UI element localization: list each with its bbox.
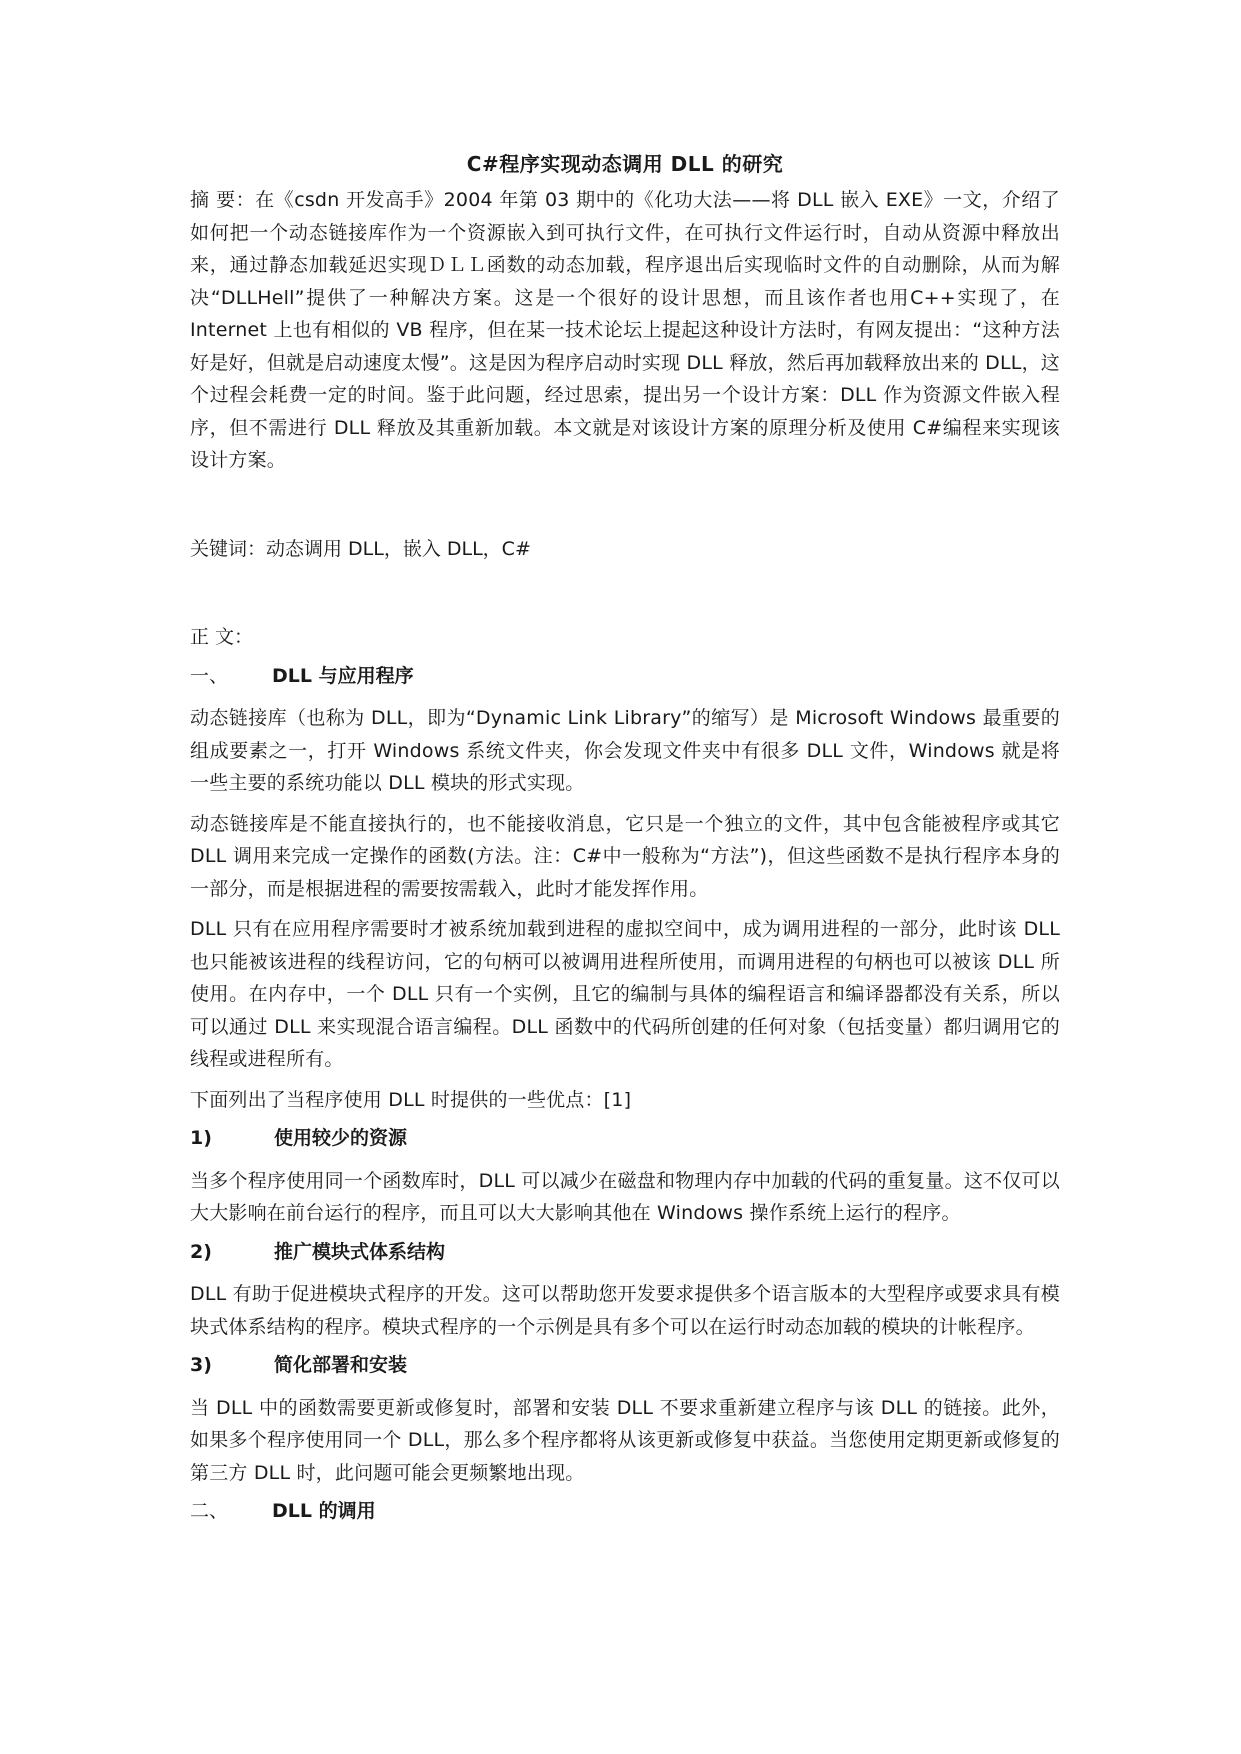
section-1-paragraph-4: 下面列出了当程序使用 DLL 时提供的一些优点：[1]	[190, 1088, 632, 1111]
item-3-text: 当 DLL 中的函数需要更新或修复时，部署和安装 DLL 不要求重新建立程序与该 DLL 的链接。此外，如果多个程序使用同一个 DLL，那么多个程序都将从该更新或修复中获益。当您使用定期更新或修复的第三方 DLL 时，此问题可能会更频繁地出现。	[190, 1396, 1060, 1484]
item-3-title: 简化部署和安装	[274, 1354, 408, 1376]
item-3-number: 3)	[190, 1354, 212, 1376]
item-2-title: 推广模块式体系结构	[274, 1240, 446, 1263]
section-1-paragraph-2: 动态链接库是不能直接执行的，也不能接收消息，它只是一个独立的文件，其中包含能被程序或其它 DLL 调用来完成一定操作的函数(方法。注：C#中一般称为“方法”)，但这些函数不是执行程序本身的一部分，而是根据进程的需要按需载入，此时才能发挥作用。	[190, 812, 1060, 900]
item-1-heading	[190, 1122, 1060, 1155]
item-1-title: 使用较少的资源	[274, 1127, 408, 1149]
item-2-number: 2)	[190, 1240, 212, 1263]
item-3-heading	[190, 1349, 1060, 1382]
keywords-line: 关键词：动态调用 DLL，嵌入 DLL，C#	[190, 537, 531, 560]
section-2-title: DLL 的调用	[272, 1500, 376, 1522]
section-1-paragraph-1: 动态链接库（也称为 DLL，即为“Dynamic Link Library”的缩写）是 Microsoft Windows 最重要的组成要素之一，打开 Windows 系统文件夹，你会发现文件夹中有很多 DLL 文件，Windows 就是将一些主要的系统功能以 DLL 模块的形式实现。	[190, 707, 1060, 794]
abstract-paragraph: 摘 要：在《csdn 开发高手》2004 年第 03 期中的《化功大法——将 DLL 嵌入 EXE》一文，介绍了如何把一个动态链接库作为一个资源嵌入到可执行文件，在可执行文件运行时，自动从资源中释放出来，通过静态加载延迟实现ＤＬＬ函数的动态加载，程序退出后实现临时文件的自动删除，从而为解决“DLLHell”提供了一种解决方案。这是一个很好的设计思想，而且该作者也用C++实现了，在 Internet 上也有相似的 VB 程序，但在某一技术论坛上提起这种设计方法时，有网友提出：“这种方法好是好，但就是启动速度太慢”。这是因为程序启动时实现 DLL 释放，然后再加载释放出来的 DLL，这个过程会耗费一定的时间。鉴于此问题，经过思索，提出另一个设计方案：DLL 作为资源文件嵌入程序，但不需进行 DLL 释放及其重新加载。本文就是对该设计方案的原理分析及使用 C#编程来实现该设计方案。	[190, 189, 1060, 471]
section-2-heading	[190, 1495, 1060, 1528]
body-label: 正 文：	[190, 626, 254, 648]
section-1-paragraph-3: DLL 只有在应用程序需要时才被系统加载到进程的虚拟空间中，成为调用进程的一部分，此时该 DLL 也只能被该进程的线程访问，它的句柄可以被调用进程所使用，而调用进程的句柄也可以被该 DLL 所使用。在内存中，一个 DLL 只有一个实例，且它的编制与具体的编程语言和编译器都没有关系，所以可以通过 DLL 来实现混合语言编程。DLL 函数中的代码所创建的任何对象（包括变量）都归调用它的线程或进程所有。	[190, 918, 1060, 1070]
document-title: C#程序实现动态调用 DLL 的研究	[466, 152, 784, 176]
item-2-text: DLL 有助于促进模块式程序的开发。这可以帮助您开发要求提供多个语言版本的大型程序或要求具有模块式体系结构的程序。模块式程序的一个示例是具有多个可以在运行时动态加载的模块的计帐程序。	[190, 1283, 1060, 1338]
section-1-number: 一、	[190, 664, 229, 687]
section-1-title: DLL 与应用程序	[272, 664, 414, 687]
item-1-number: 1)	[190, 1127, 212, 1149]
item-1-text: 当多个程序使用同一个函数库时，DLL 可以减少在磁盘和物理内存中加载的代码的重复量。这不仅可以大大影响在前台运行的程序，而且可以大大影响其他在 Windows 操作系统上运行的程序。	[190, 1169, 1060, 1224]
section-1-heading	[190, 660, 1060, 693]
item-2-heading	[190, 1236, 1060, 1269]
document-content	[190, 148, 1060, 1538]
section-2-number: 二、	[190, 1500, 229, 1522]
